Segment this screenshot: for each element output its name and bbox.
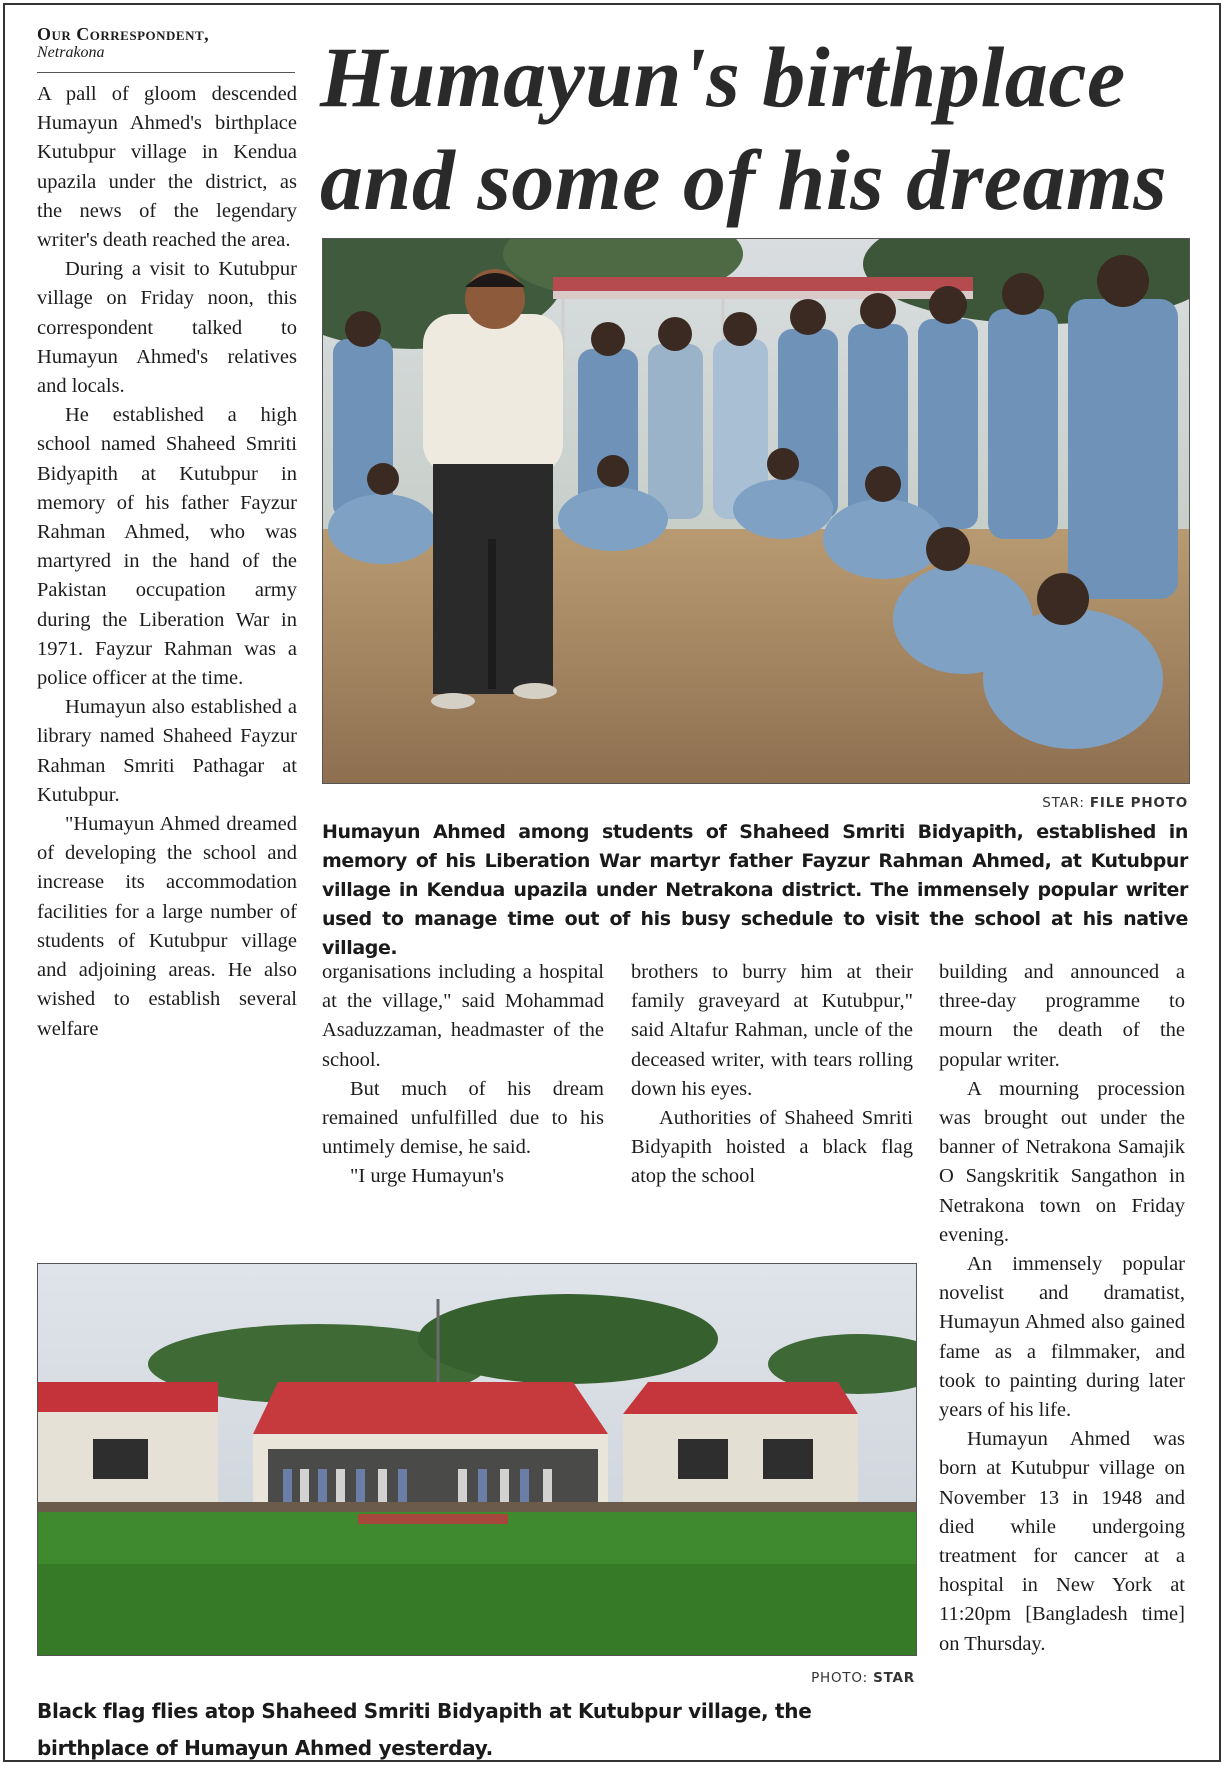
credit-label: STAR	[873, 1670, 915, 1686]
credit-prefix: PHOTO:	[811, 1670, 874, 1686]
credit-prefix: STAR:	[1042, 795, 1090, 811]
article-column-3	[631, 958, 913, 1192]
paragraph: building and announced a three-day programme to mourn the death of the popular writer.	[939, 961, 1185, 1071]
paragraph: "I urge Humayun's	[350, 1165, 505, 1188]
paragraph: A mourning procession was brought out under the banner of Netrakona Samajik O Sangskritik Sangathon in Netrakona town on Friday evening.	[939, 1077, 1185, 1246]
paragraph: organisations including a hospital at the village," said Mohammad Asaduzzaman, headmaster of the school.	[322, 961, 604, 1071]
headline-line-2: and some of his dreams	[320, 132, 1168, 228]
paragraph: Humayun Ahmed was born at Kutubpur village on November 13 in 1948 and died while undergoing treatment for cancer at a hospital in New York at 11:20pm [Bangladesh time] on Thursday.	[939, 1428, 1185, 1655]
headline-line-1: Humayun's birthplace	[320, 29, 1126, 125]
byline-divider	[37, 72, 295, 73]
headline	[320, 26, 1190, 232]
photo-caption-1: Humayun Ahmed among students of Shaheed Smriti Bidyapith, established in memory of his Liberation War martyr father Fayzur Rahman Ahmed, at Kutubpur village in Kendua upazila under Netrakona district. The immensely popular writer used to manage time out of his busy schedule to visit the school at his native village.	[322, 821, 1188, 959]
paragraph: A pall of gloom descended Humayun Ahmed's birthplace Kutubpur village in Kendua upazila under the district, as the news of the legendary writer's death reached the area.	[37, 83, 297, 252]
paragraph: But much of his dream remained unfulfilled due to his untimely demise, he said.	[322, 1077, 604, 1159]
photo-caption-2: Black flag flies atop Shaheed Smriti Bidyapith at Kutubpur village, the birthplace of Humayun Ahmed yesterday.	[37, 1699, 812, 1760]
article-column-4	[939, 958, 1185, 1659]
paragraph: An immensely popular novelist and dramatist, Humayun Ahmed also gained fame as a filmmaker, and took to painting during later years of his life.	[939, 1253, 1185, 1422]
photo-illustration	[323, 239, 1189, 783]
paragraph: "Humayun Ahmed dreamed of developing the school and increase its accommodation facilities for a large number of students of Kutubpur village and adjoining areas. He also wished to establish several welfare	[37, 813, 297, 1040]
byline-place: Netrakona	[37, 44, 105, 61]
photo-illustration	[38, 1264, 916, 1655]
paragraph: During a visit to Kutubpur village on Friday noon, this correspondent talked to Humayun Ahmed's relatives and locals.	[37, 258, 297, 398]
article-column-2	[322, 958, 604, 1192]
paragraph: brothers to burry him at their family graveyard at Kutubpur," said Altafur Rahman, uncle of the deceased writer, with tears rolling down his eyes.	[631, 961, 913, 1100]
byline-name: Our Correspondent,	[37, 24, 210, 44]
photo-school-building	[37, 1263, 917, 1656]
photo-credit-1	[1000, 795, 1188, 811]
paragraph: Humayun also established a library named Shaheed Fayzur Rahman Smriti Pathagar at Kutubpur.	[37, 696, 297, 806]
paragraph: He established a high school named Shaheed Smriti Bidyapith at Kutubpur in memory of his father Fayzur Rahman Ahmed, who was martyred in the hand of the Pakistan occupation army during the Liberation War in 1971. Fayzur Rahman was a police officer at the time.	[37, 404, 297, 690]
credit-label: FILE PHOTO	[1089, 795, 1188, 811]
article-column-1	[37, 80, 297, 1044]
photo-writer-with-students	[322, 238, 1190, 784]
photo-credit-2	[727, 1670, 915, 1686]
paragraph: Authorities of Shaheed Smriti Bidyapith hoisted a black flag atop the school	[631, 1107, 913, 1188]
